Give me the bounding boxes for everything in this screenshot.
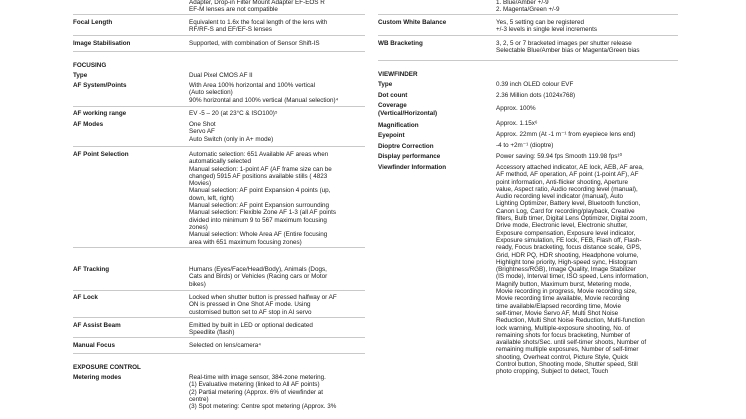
value-line: Approx. 100% (496, 105, 536, 112)
value-line: self-timer, Movie Servo AF, Multi Shot Noise (496, 309, 619, 317)
af-lock-value (189, 294, 367, 316)
value-line: (3) Spot metering: Centre spot metering (Approx. 3% (189, 403, 337, 411)
row-divider (73, 353, 365, 354)
value-line: zones) (189, 223, 208, 231)
af-point-selection-value (189, 151, 367, 246)
magnification-value (496, 120, 672, 127)
value-line: EF-M lenses are not compatible (189, 6, 278, 14)
value-line: Movie recording time available, Movie recording (496, 295, 630, 303)
value-line: Dual Pixel CMOS AF II (189, 72, 253, 79)
value-line: area with 651 maximum focusing zones) (189, 238, 302, 246)
row-divider (73, 51, 365, 52)
value-line: Approx. 1.15x⁶ (496, 120, 538, 127)
value-line: (2) Partial metering (Approx. 6% of viewfinder at (189, 388, 324, 396)
focal-length-label: Focal Length (73, 19, 113, 26)
custom-white-balance-value (496, 19, 672, 34)
value-line: time available/Elapsed recording time, Movie (496, 302, 621, 310)
value-line: Movies) (189, 180, 212, 188)
value-line: Manual selection: AF point Expansion 4 points (up, (189, 187, 331, 195)
value-line: divided into minimum 9 to 567 maximum focusing (189, 216, 327, 224)
af-system-value (189, 82, 367, 104)
value-line: value, Aspect ratio, Audio recording level (manual), (496, 185, 638, 193)
value-line: Adapter, Drop-in Filter Mount Adapter EF-EOS R (189, 0, 325, 6)
value-line: photo cropping, Subject to detect, Touch (496, 368, 609, 376)
row-divider (73, 337, 365, 338)
value-line: centre) (189, 395, 209, 403)
af-assist-beam-value (189, 322, 367, 337)
value-line: automatically selected (189, 158, 251, 166)
lens-compatibility-continued (189, 0, 367, 14)
value-line: With Area 100% horizontal and 100% vertical (189, 82, 316, 89)
value-line: Locked when shutter button is pressed halfway or AF (189, 294, 337, 301)
eyepoint-label: Eyepoint (378, 132, 405, 139)
value-line: Manual selection: Whole Area AF (Entire focusing (189, 231, 328, 239)
af-assist-beam-label: AF Assist Beam (73, 322, 121, 329)
value-line: available shots/Sec. until self-timer shoots, Number of (496, 339, 647, 347)
custom-white-balance-label: Custom White Balance (378, 19, 447, 26)
wb-bracketing-label: WB Bracketing (378, 40, 423, 47)
value-line: down, left, right) (189, 194, 234, 202)
value-line: remaining shots for focus bracketing, Number of (496, 331, 631, 339)
dot-count-label: Dot count (378, 92, 408, 99)
value-line: Selectable Blue/Amber bias or Magenta/Green bias (496, 47, 640, 55)
value-line: Exposure compensation, Exposure level indicator, (496, 229, 636, 237)
value-line: RF/RF-S and EF/EF-S lenses (189, 26, 272, 34)
value-line: 2.36 Million dots (1024x768) (496, 92, 576, 99)
row-divider (73, 106, 365, 107)
value-line: +/-3 levels in single level increments (496, 26, 597, 34)
value-line: shooting, Overheat control, Picture Style, Quick (496, 353, 629, 361)
value-line: changed) 5915 AF positions available stills ( 4823 (189, 172, 328, 180)
dioptre-correction-value (496, 142, 672, 149)
value-line: Auto Switch (only in A+ mode) (189, 135, 274, 143)
value-line: (1) Evaluative metering (linked to All AF points) (189, 381, 320, 389)
dioptre-correction-label: Dioptre Correction (378, 143, 434, 150)
value-line: Speedlite (flash) (189, 329, 235, 337)
eyepoint-value (496, 131, 672, 138)
value-line: 0.39 inch OLED colour EVF (496, 81, 574, 88)
value-line: 1. Blue/Amber +/-9 (496, 0, 549, 6)
af-point-selection-label: AF Point Selection (73, 151, 129, 158)
value-line: Power saving: 59.94 fps Smooth 119.98 fps¹⁰ (496, 153, 622, 160)
af-type-value (189, 72, 367, 79)
value-line: Manual selection: 1-point AF (AF frame size can be (189, 165, 332, 173)
value-line: 2. Magenta/Green +/-9 (496, 6, 560, 14)
metering-modes-label: Metering modes (73, 374, 122, 381)
value-line: Supported, with combination of Sensor Shift-IS (189, 40, 320, 47)
value-line: Manual selection: Flexible Zone AF 1-3 (all AF points (189, 209, 336, 217)
value-line: Audio recording level indicator (manual), Auto (496, 193, 624, 201)
af-lock-label: AF Lock (73, 294, 98, 301)
display-performance-value (496, 153, 672, 160)
image-stabilisation-label: Image Stabilisation (73, 40, 131, 47)
value-line: (Brightness/RGB), Image Quality, Image Stabilizer (496, 266, 636, 274)
value-line: Grid, HDR PQ, HDR shooting, Headphone volume, (496, 251, 639, 259)
row-divider (73, 247, 365, 248)
manual-focus-value (189, 342, 367, 349)
value-line: Selected on lens/camera⁴ (189, 342, 262, 349)
value-line: Accessory attached indicator, AE lock, AEB, AF area, (496, 164, 644, 171)
value-line: (IS mode), Interval timer, ISO speed, Lens information, (496, 273, 649, 281)
value-line: Magnify button, Maximum burst, Metering mode, (496, 280, 632, 288)
value-line: Emitted by built in LED or optional dedicated (189, 322, 313, 329)
white-balance-shift-continued (496, 0, 672, 14)
row-divider (378, 14, 678, 15)
value-line: Movie recording in progress, Movie recording size, (496, 288, 637, 296)
row-divider (378, 60, 678, 61)
value-line: Reduction, Multi Shot Noise Reduction, Multi-function (496, 317, 645, 325)
row-divider (73, 317, 365, 318)
value-line: Yes, 5 setting can be registered (496, 19, 584, 26)
value-line: Automatic selection: 651 Available AF areas when (189, 151, 329, 158)
viewfinder-information-label: Viewfinder Information (378, 164, 447, 171)
value-line: 3, 2, 5 or 7 bracketed images per shutter release (496, 40, 632, 47)
value-line: AF method, AF operation, AF point (1-point AF), AF (496, 171, 639, 179)
value-line: Control button, Shooting mode, Shutter speed, Still (496, 361, 638, 369)
coverage-label-sub: (Vertical/Horizontal) (378, 110, 438, 117)
focal-length-value (189, 19, 367, 34)
value-line: point information, Anti-flicker shooting, Aperture (496, 178, 628, 186)
viewfinder-information-value (496, 164, 672, 376)
value-line: (Auto selection) (189, 89, 233, 97)
metering-modes-value (189, 374, 367, 410)
value-line: Highlight tone priority, High-speed sync, Histogram (496, 258, 638, 266)
af-modes-label: AF Modes (73, 121, 104, 128)
coverage-label: Coverage (378, 102, 407, 109)
value-line: Equivalent to 1.6x the focal length of the lens with (189, 19, 328, 26)
value-line: Manual selection: AF point Expansion surrounding (189, 202, 330, 210)
value-line: Exposure simulation, FE lock, FEB, Flash off, Flash- (496, 236, 642, 244)
value-line: customised button set to AF stop in AI servo (189, 308, 312, 316)
row-divider (73, 14, 365, 15)
value-line: Servo AF (189, 128, 215, 136)
af-system-label: AF System/Points (73, 82, 127, 89)
viewfinder-type-label: Type (378, 81, 393, 88)
value-line: One Shot (189, 121, 216, 128)
value-line: -4 to +2m⁻¹ (dioptre) (496, 142, 554, 149)
value-line: ready, Focus bracketing, focus distance scale, GPS, (496, 244, 642, 252)
value-line: filters, Bulb timer, Digital Lens Optimizer, Digital zoom, (496, 215, 648, 223)
value-line: ON is pressed in One Shot AF mode. Using (189, 301, 311, 309)
manual-focus-label: Manual Focus (73, 342, 115, 349)
row-divider (73, 35, 365, 36)
value-line: EV -5 – 20 (at 23°C & ISO100)⁵ (189, 110, 278, 117)
value-line: Approx. 22mm (At -1 m⁻¹ from eyepiece lens end) (496, 131, 636, 138)
row-divider (73, 290, 365, 291)
value-line: Drive mode, Electronic level, Electronic shutter, (496, 222, 628, 230)
image-stabilisation-value (189, 40, 367, 47)
value-line: Real-time with image sensor, 384-zone metering. (189, 374, 326, 381)
viewfinder-section-heading: VIEWFINDER (378, 71, 418, 78)
value-line: 90% horizontal and 100% vertical (Manual selection)⁴ (189, 96, 339, 104)
af-working-range-value (189, 110, 367, 117)
focusing-section-heading: FOCUSING (73, 62, 107, 69)
af-modes-value (189, 121, 367, 143)
magnification-label: Magnification (378, 122, 419, 129)
exposure-control-heading: EXPOSURE CONTROL (73, 364, 141, 371)
af-working-range-label: AF working range (73, 110, 127, 117)
value-line: lock warning, Multiple-exposure shooting, No. of (496, 324, 631, 332)
value-line: Cats and Birds) or Vehicles (Racing cars or Motor (189, 273, 328, 281)
af-tracking-value (189, 266, 367, 288)
row-divider (378, 35, 678, 36)
dot-count-value (496, 92, 672, 99)
coverage-value (496, 105, 672, 112)
value-line: Humans (Eyes/Face/Head/Body), Animals (Dogs, (189, 266, 327, 273)
viewfinder-type-value (496, 81, 672, 88)
wb-bracketing-value (496, 40, 672, 55)
af-tracking-label: AF Tracking (73, 266, 110, 273)
display-performance-label: Display performance (378, 153, 441, 160)
value-line: Lighting Optimizer, Battery level, Bluetooth function, (496, 200, 641, 208)
value-line: Canon Log, Card for recording/playback, Creative (496, 207, 635, 215)
row-divider (73, 146, 365, 147)
value-line: bikes) (189, 280, 206, 288)
af-type-label: Type (73, 72, 88, 79)
value-line: remaining multiple exposures, Number of self-timer (496, 346, 639, 354)
